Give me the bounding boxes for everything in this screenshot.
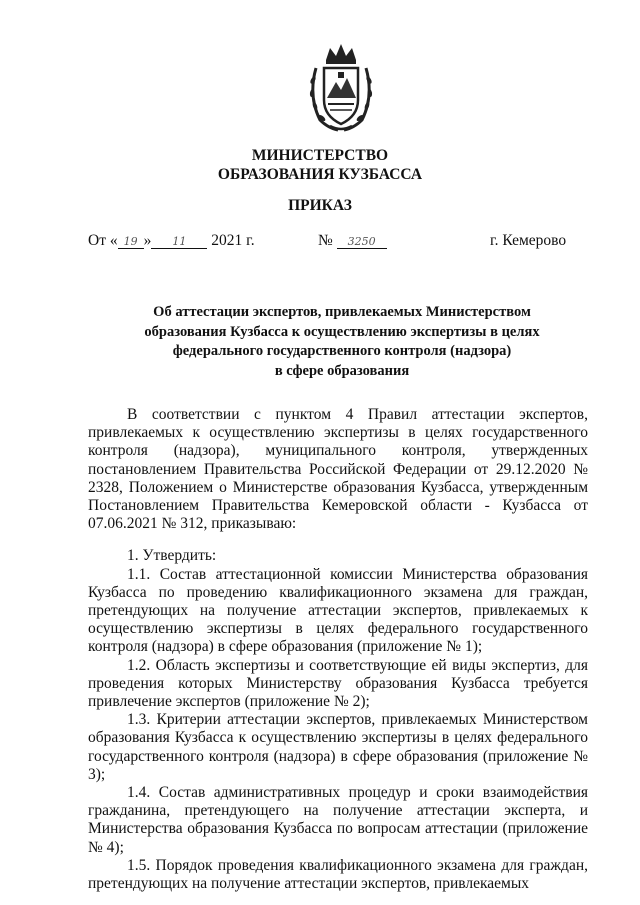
item-1-1: 1.1. Состав аттестационной комиссии Министерства образования Кузбасса по проведению квалификационного экзамена для граждан, претендующих на получение аттестации экспертов, привлекаемых к осуществлению экспертизы в целях федерального государственного контроля (надзора) в сфере образования (приложение № 1); bbox=[88, 565, 588, 656]
quote-open: « bbox=[109, 232, 118, 249]
title-line-2: образования Кузбасса к осуществлению экспертизы в целях bbox=[144, 323, 540, 340]
order-month: 11 bbox=[151, 235, 207, 249]
order-title bbox=[120, 303, 564, 381]
order-city: г. Кемерово bbox=[490, 232, 567, 249]
item-1-3: 1.3. Критерии аттестации экспертов, привлекаемых Министерством образования Кузбасса к осуществлению экспертизы в целях федерального государственного контроля (надзора) в сфере образования (приложение № 3); bbox=[88, 711, 588, 783]
title-line-1: Об аттестации экспертов, привлекаемых Министерством bbox=[153, 304, 531, 320]
document-type: ПРИКАЗ bbox=[288, 197, 352, 214]
item-1-5: 1.5. Порядок проведения квалификационного экзамена для граждан, претендующих на получение аттестации экспертов, привлекаемых bbox=[88, 856, 588, 893]
item-1-2: 1.2. Область экспертизы и соответствующие ей виды экспертиз, для проведения которых Министерству образования Кузбасса требуется привлечение экспертов (приложение № 2); bbox=[88, 656, 588, 711]
order-body bbox=[88, 406, 588, 893]
preamble-paragraph: В соответствии с пунктом 4 Правил аттестации экспертов, привлекаемых к осуществлению экспертизы в целях государственного контроля (надзора), муниципального контроля, утвержденных постановлением Правительства Российской Федерации от 29.12.2020 № 2328, Положением о Министерстве образования Кузбасса, утвержденным Постановлением Правительства Кемеровской области - Кузбасса от 07.06.2021 № 312, приказываю: bbox=[88, 406, 588, 533]
title-line-4: в сфере образования bbox=[274, 362, 410, 379]
ministry-name bbox=[0, 146, 640, 184]
number-value: 3250 bbox=[337, 235, 387, 249]
number-label: № bbox=[318, 232, 333, 249]
order-date bbox=[88, 232, 255, 250]
ministry-line-1: МИНИСТЕРСТВО bbox=[251, 147, 389, 164]
ministry-line-2: ОБРАЗОВАНИЯ КУЗБАССА bbox=[217, 166, 423, 183]
order-day: 19 bbox=[118, 235, 144, 249]
quote-close: » bbox=[143, 232, 152, 249]
item-1: 1. Утвердить: bbox=[127, 547, 217, 565]
coat-of-arms-icon bbox=[300, 38, 382, 134]
order-number bbox=[318, 232, 387, 250]
order-year: 2021 г. bbox=[211, 232, 255, 249]
title-line-3: федерального государственного контроля (надзора) bbox=[172, 343, 512, 359]
item-1-4: 1.4. Состав административных процедур и сроки взаимодействия гражданина, претендующего на получение аттестации эксперта, и Министерства образования Кузбасса по вопросам аттестации (приложение № 4); bbox=[88, 784, 588, 856]
from-label: От bbox=[88, 232, 106, 249]
